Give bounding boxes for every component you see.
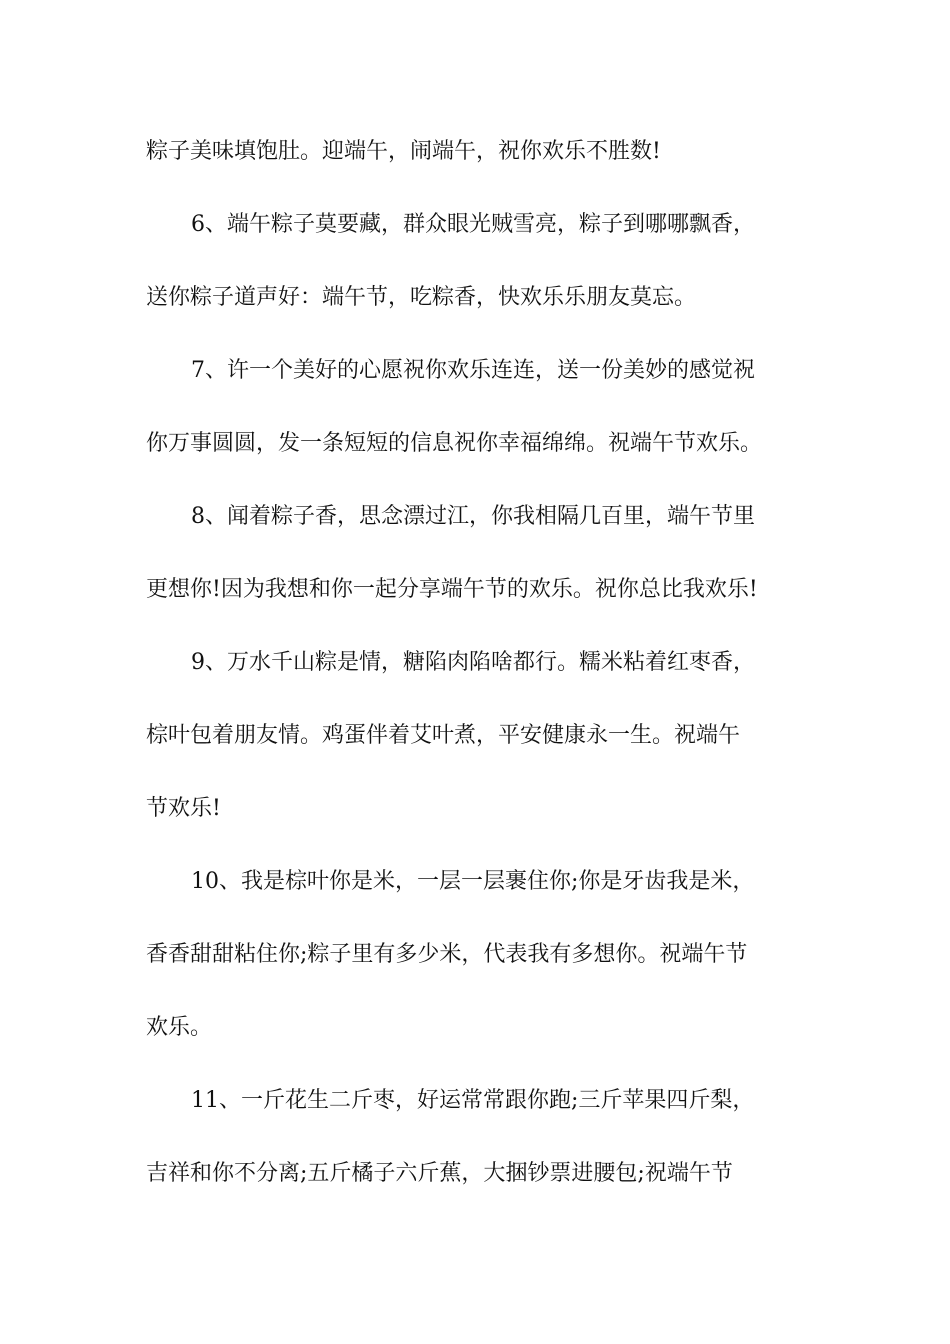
text-line: 送你粽子道声好：端午节，吃粽香，快欢乐乐朋友莫忘。 — [146, 285, 697, 310]
paragraph-11-start: 11、一斤花生二斤枣，好运常常跟你跑;三斤苹果四斤梨， — [191, 1088, 755, 1113]
paragraph-7-start: 7、许一个美好的心愿祝你欢乐连连，送一份美妙的感觉祝 — [191, 358, 755, 383]
text-line: 更想你!因为我想和你一起分享端午节的欢乐。祝你总比我欢乐! — [146, 577, 758, 602]
text-line: 欢乐。 — [146, 1015, 213, 1040]
text-line: 节欢乐! — [146, 796, 221, 821]
text-line: 粽子美味填饱肚。迎端午，闹端午，祝你欢乐不胜数! — [146, 139, 661, 164]
text-line: 吉祥和你不分离;五斤橘子六斤蕉，大捆钞票进腰包;祝端午节 — [146, 1161, 733, 1186]
text-line: 香香甜甜粘住你;粽子里有多少米，代表我有多想你。祝端午节 — [146, 942, 748, 967]
paragraph-9-start: 9、万水千山粽是情，糖陷肉陷啥都行。糯米粘着红枣香， — [191, 650, 755, 675]
text-line: 棕叶包着朋友情。鸡蛋伴着艾叶煮，平安健康永一生。祝端午 — [146, 723, 741, 748]
paragraph-6-start: 6、端午粽子莫要藏，群众眼光贼雪亮，粽子到哪哪飘香， — [191, 212, 755, 237]
paragraph-10-start: 10、我是棕叶你是米，一层一层裹住你;你是牙齿我是米， — [191, 869, 755, 894]
text-line: 你万事圆圆，发一条短短的信息祝你幸福绵绵。祝端午节欢乐。 — [146, 431, 763, 456]
paragraph-8-start: 8、闻着粽子香，思念漂过江，你我相隔几百里，端午节里 — [191, 504, 755, 529]
